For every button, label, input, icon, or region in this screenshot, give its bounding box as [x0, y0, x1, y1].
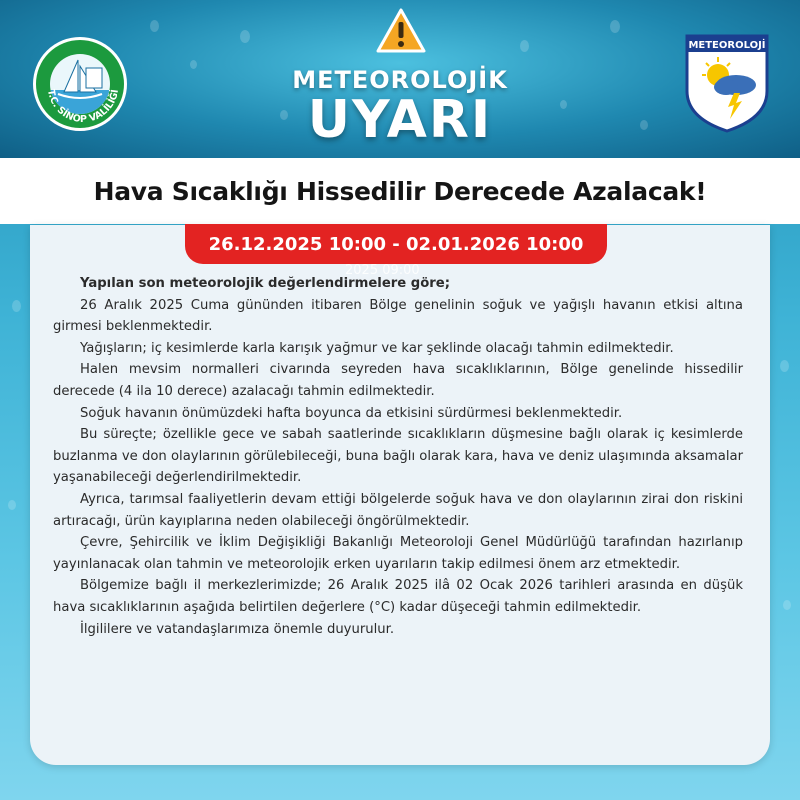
paragraph: Çevre, Şehircilik ve İklim Değişikliği Bakanlığı Meteoroloji Genel Müdürlüğü tarafından hazırlanıp yayınlanacak olan tahmin ve meteorolojik erken uyarıların takip edilmesi önem arz etmektedir. — [53, 535, 743, 572]
paragraph: Yağışların; iç kesimlerde karla karışık yağmur ve kar şeklinde olacağı tahmin edilmektedir. — [80, 340, 674, 356]
paragraph: Bu süreçte; özellikle gece ve sabah saatlerinde sıcaklıkların düşmesine bağlı olarak iç kesimlerde buzlanma ve don olaylarının görülebileceği, buna bağlı olarak kara, hava ve deniz ulaşımında aksamalar yaşanabileceği değerlendirilmektedir. — [53, 427, 743, 486]
paragraph: Halen mevsim normalleri civarında seyreden hava sıcaklıklarının, Bölge genelinde hissedilir derecede (4 ila 10 derece) azalacağı tahmin edilmektedir. — [53, 362, 743, 399]
headline-band — [0, 158, 800, 224]
headline-text: Hava Sıcaklığı Hissedilir Derecede Azalacak! — [93, 176, 707, 206]
paragraph: Ayrıca, tarımsal faaliyetlerin devam ettiği bölgelerde soğuk hava ve don olaylarının zirai don riskini artıracağı, ürün kayıplarına neden olabileceği öngörülmektedir. — [53, 491, 743, 529]
svg-text:METEOROLOJİ: METEOROLOJİ — [688, 40, 766, 51]
date-range-text: 26.12.2025 10:00 - 02.01.2026 10:00 — [208, 233, 584, 255]
svg-text:T.C. SİNOP VALİLİĞİ: T.C. SİNOP VALİLİĞİ — [45, 88, 121, 126]
paragraph-lead: Yapılan son meteorolojik değerlendirmelere göre; — [80, 276, 451, 291]
paragraph: İlgililere ve vatandaşlarımıza önemle duyurulur. — [80, 621, 395, 637]
ghost-date-text: 2025 09:00 — [345, 263, 420, 278]
meteoroloji-logo — [684, 33, 770, 133]
date-range-badge — [185, 224, 607, 264]
announcement-body — [53, 273, 743, 640]
title-uyari: UYARI — [307, 90, 493, 150]
paragraph: 26 Aralık 2025 Cuma gününden itibaren Bölge genelinin soğuk ve yağışlı havanın etkisi altına girmesi beklenmektedir. — [53, 297, 743, 335]
paragraph: Soğuk havanın önümüzdeki hafta boyunca da etkisini sürdürmesi beklenmektedir. — [80, 405, 623, 421]
paragraph: Bölgemize bağlı il merkezlerimizde; 26 Aralık 2025 ilâ 02 Ocak 2026 tarihleri arasında en düşük hava sıcaklıklarının aşağıda belirtilen değerlere (°C) kadar düşeceği tahmin edilmektedir. — [53, 578, 743, 615]
title-meteorolojik: METEOROLOJİK — [292, 66, 508, 94]
warning-triangle-icon — [376, 8, 426, 54]
